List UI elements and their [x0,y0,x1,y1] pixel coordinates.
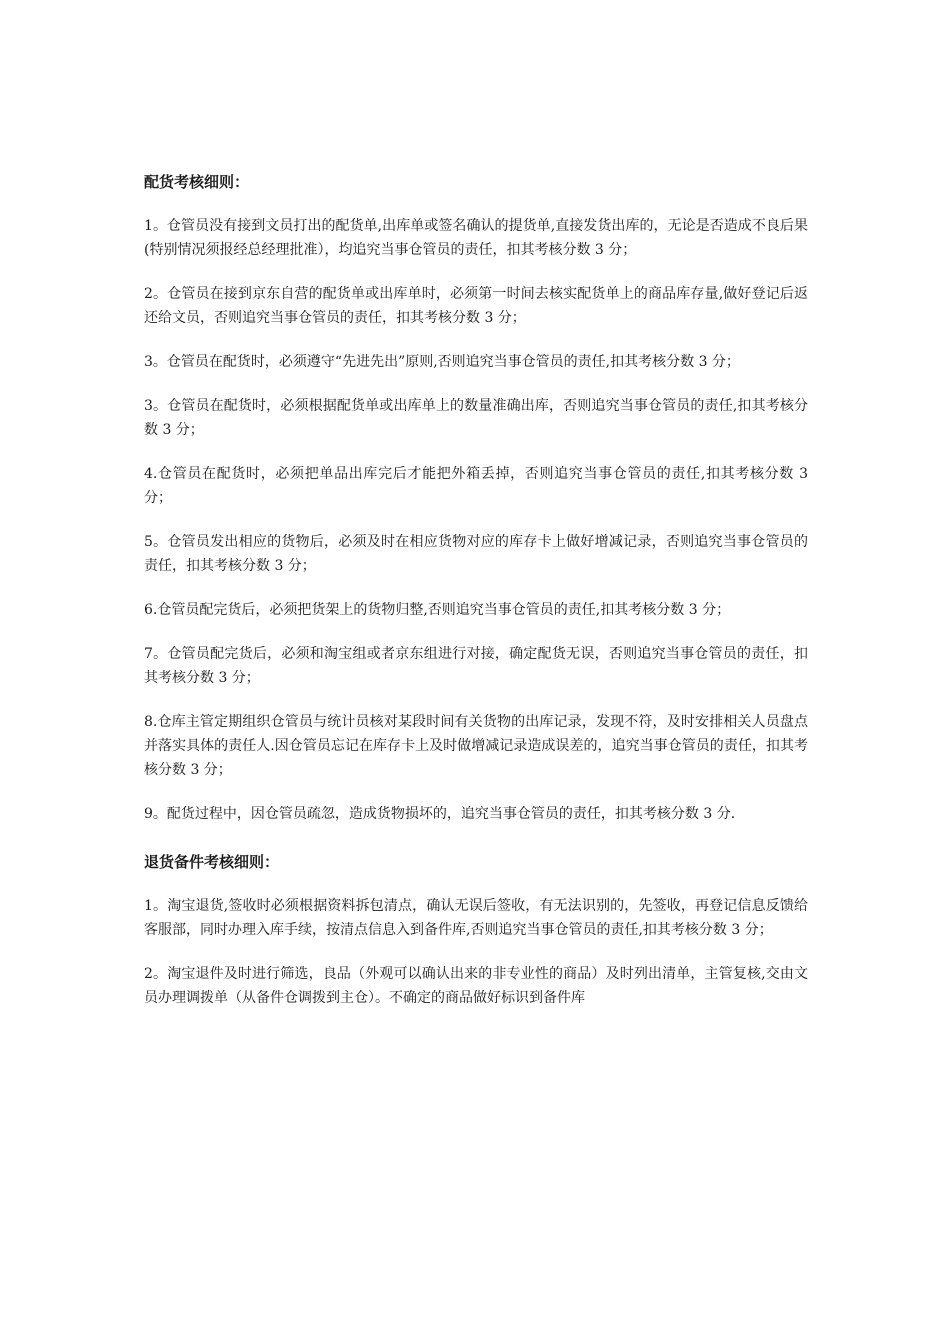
section-heading-returns: 退货备件考核细则： [144,853,280,871]
returns-rule-1: 1。淘宝退货,签收时必须根据资料拆包清点，确认无误后签收，有无法识别的，先签收，再登记信息反馈给客服部，同时办理入库手续，按清点信息入到备件库,否则追究当事仓管员的责任,扣其考核分数 3 分； [144,898,808,938]
distribution-rule-3a: 3。仓管员在配货时，必须遵守“先进先出”原则,否则追究当事仓管员的责任,扣其考核分数 3 分； [144,354,740,370]
section-heading-distribution: 配货考核细则： [144,173,250,191]
distribution-rule-6: 6.仓管员配完货后，必须把货架上的货物归整,否则追究当事仓管员的责任,扣其考核分数 3 分； [144,602,731,618]
document-page [144,170,808,1030]
distribution-rule-7: 7。仓管员配完货后，必须和淘宝组或者京东组进行对接，确定配货无误，否则追究当事仓管员的责任，扣其考核分数 3 分； [144,646,808,686]
distribution-rule-1: 1。仓管员没有接到文员打出的配货单,出库单或签名确认的提货单,直接发货出库的，无论是否造成不良后果(特别情况须报经总经理批准），均追究当事仓管员的责任，扣其考核分数 3 分； [144,218,808,258]
distribution-rule-5: 5。仓管员发出相应的货物后，必须及时在相应货物对应的库存卡上做好增减记录，否则追究当事仓管员的责任，扣其考核分数 3 分； [144,534,808,574]
distribution-rule-9: 9。配货过程中，因仓管员疏忽，造成货物损坏的，追究当事仓管员的责任，扣其考核分数 3 分. [144,806,736,822]
distribution-rule-4: 4.仓管员在配货时，必须把单品出库完后才能把外箱丢掉，否则追究当事仓管员的责任,扣其考核分数 3 分； [144,466,808,506]
distribution-rule-8: 8.仓库主管定期组织仓管员与统计员核对某段时间有关货物的出库记录，发现不符，及时安排相关人员盘点并落实具体的责任人.因仓管员忘记在库存卡上及时做增减记录造成误差的，追究当事仓管员的责任，扣其考核分数 3 分； [144,714,808,778]
distribution-rule-2: 2。仓管员在接到京东自营的配货单或出库单时，必须第一时间去核实配货单上的商品库存量,做好登记后返还给文员，否则追究当事仓管员的责任，扣其考核分数 3 分； [144,286,808,326]
distribution-rule-3b: 3。仓管员在配货时，必须根据配货单或出库单上的数量准确出库，否则追究当事仓管员的责任,扣其考核分数 3 分； [144,398,808,438]
returns-rule-2: 2。淘宝退件及时进行筛选，良品（外观可以确认出来的非专业性的商品）及时列出清单，主管复核,交由文员办理调拨单（从备件仓调拨到主仓）。不确定的商品做好标识到备件库 [144,966,808,1006]
